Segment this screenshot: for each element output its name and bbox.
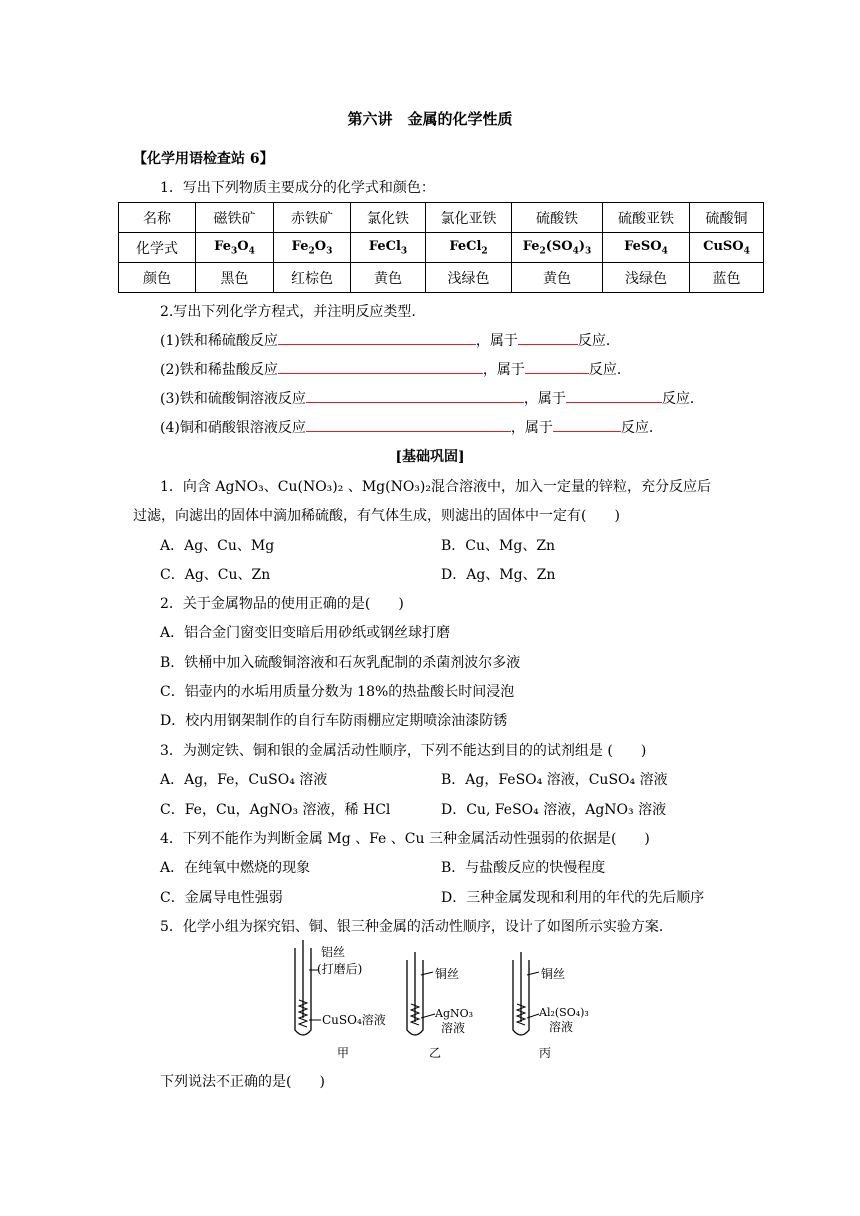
table-cell: 硫酸亚铁 (603, 203, 690, 233)
tube-1-name: 甲 (337, 1046, 350, 1060)
table-cell: 浅绿色 (426, 263, 512, 293)
option-b: B．Cu、Mg、Zn (441, 538, 556, 554)
table-cell: 赤铁矿 (274, 203, 351, 233)
equation-label: (3)铁和硫酸铜溶液反应 (160, 391, 306, 407)
option-a: A．Ag，Fe，CuSO₄ 溶液 (160, 772, 328, 788)
table-cell: 黄色 (351, 263, 426, 293)
page-title: 第六讲 金属的化学性质 (347, 110, 513, 128)
reaction-text: 反应． (661, 391, 704, 407)
section-heading-basic: [基础巩固] (395, 449, 465, 465)
table-cell: 氯化铁 (351, 203, 426, 233)
table-cell: 磁铁矿 (196, 203, 274, 233)
formula-cell: FeCl$_3$ (351, 233, 426, 263)
formula-cell: CuSO$_4$ (690, 233, 764, 263)
belong-text: ，属于 (510, 420, 553, 436)
option-d: D．校内用钢架制作的自行车防雨棚应定期喷涂油漆防锈 (160, 713, 508, 729)
table-cell: 黑色 (196, 263, 274, 293)
option-c: C．金属导电性强弱 (160, 890, 283, 906)
equation-line (160, 359, 631, 379)
table-cell: 颜色 (119, 263, 196, 293)
tube-2-solution-2: 溶液 (441, 1021, 466, 1035)
table-cell: 红棕色 (274, 263, 351, 293)
answer-blank[interactable] (278, 359, 483, 374)
tube-1-wire-note: (打磨后) (317, 962, 363, 976)
question-5-stem: 下列说法不正确的是( ) (160, 1074, 325, 1090)
option-a: A．Ag、Cu、Mg (160, 538, 275, 554)
answer-blank[interactable] (566, 388, 662, 403)
table-row (119, 203, 764, 233)
table-cell: 化学式 (119, 233, 196, 263)
formula-cell: $Fe_3O_4$ (196, 233, 274, 263)
equation-label: (1)铁和稀硫酸反应 (160, 333, 278, 349)
question-1-cont: 过滤，向滤出的固体中滴加稀硫酸，有气体生成，则滤出的固体中一定有( ) (133, 508, 620, 524)
question-text: 2.写出下列化学方程式，并注明反应类型． (160, 304, 426, 320)
table-cell: 硫酸铁 (512, 203, 603, 233)
reaction-text: 反应． (620, 420, 663, 436)
equation-line (160, 417, 663, 437)
answer-blank[interactable] (525, 359, 589, 374)
table-row (119, 263, 764, 293)
tube-2-wire-label: 铜丝 (435, 967, 460, 981)
question-3: 3．为测定铁、铜和银的金属活动性顺序，下列不能达到目的的试剂组是 ( ) (160, 743, 647, 759)
tube-3-solution-2: 溶液 (549, 1020, 574, 1034)
question-4: 4．下列不能作为判断金属 Mg 、Fe 、Cu 三种金属活动性强弱的依据是( ) (160, 831, 650, 847)
question-1: 1．向含 AgNO₃、Cu(NO₃)₂ 、Mg(NO₃)₂混合溶液中，加入一定量的锌粒，充分反应后 (160, 479, 711, 495)
table-cell: 浅绿色 (603, 263, 690, 293)
option-a: A．在纯氧中燃烧的现象 (160, 860, 311, 876)
option-d: D．Cu, FeSO₄ 溶液，AgNO₃ 溶液 (441, 802, 667, 818)
tube-1-solution: CuSO₄溶液 (322, 1013, 386, 1027)
answer-blank[interactable] (518, 330, 578, 345)
table-cell: 硫酸铜 (690, 203, 764, 233)
equation-label: (4)铜和硝酸银溶液反应 (160, 420, 306, 436)
test-tube-3 (513, 952, 539, 1035)
option-b: B．Ag，FeSO₄ 溶液，CuSO₄ 溶液 (441, 772, 668, 788)
tube-3-name: 丙 (539, 1046, 552, 1060)
option-a: A．铝合金门窗变旧变暗后用砂纸或钢丝球打磨 (160, 625, 451, 641)
formula-cell: $Fe_2(SO_4)_3$ (512, 233, 603, 263)
option-b: B．与盐酸反应的快慢程度 (441, 860, 606, 876)
equation-label: (2)铁和稀盐酸反应 (160, 362, 278, 378)
table-cell: 蓝色 (690, 263, 764, 293)
section-heading-check: 【化学用语检查站 6】 (133, 151, 274, 167)
table-cell: 黄色 (512, 263, 603, 293)
question-text: 1．写出下列物质主要成分的化学式和颜色： (160, 180, 435, 196)
answer-blank[interactable] (553, 417, 621, 432)
option-d: D．三种金属发现和利用的年代的先后顺序 (441, 890, 705, 906)
tube-3-wire-label: 铜丝 (541, 967, 566, 981)
tube-2-solution: AgNO₃ (435, 1007, 474, 1020)
reaction-text: 反应． (588, 362, 631, 378)
table-cell: 名称 (119, 203, 196, 233)
table-row (119, 233, 764, 263)
table-cell: 氯化亚铁 (426, 203, 512, 233)
answer-blank[interactable] (306, 417, 511, 432)
formula-table (118, 202, 764, 293)
question-5: 5．化学小组为探究铝、铜、银三种金属的活动性顺序，设计了如图所示实验方案． (160, 919, 673, 935)
answer-blank[interactable] (278, 330, 476, 345)
test-tube-2 (407, 952, 435, 1035)
question-2: 2．关于金属物品的使用正确的是( ) (160, 596, 404, 612)
option-c: C．Ag、Cu、Zn (160, 567, 271, 583)
option-c: C．Fe，Cu，AgNO₃ 溶液，稀 HCl (160, 802, 391, 818)
tube-2-name: 乙 (429, 1046, 442, 1060)
tube-3-solution: Al₂(SO₄)₃ (539, 1006, 589, 1019)
option-c: C．铝壶内的水垢用质量分数为 18%的热盐酸长时间浸泡 (160, 684, 515, 700)
option-d: D．Ag、Mg、Zn (441, 567, 556, 583)
belong-text: ，属于 (482, 362, 525, 378)
reaction-text: 反应． (577, 333, 620, 349)
equation-line (160, 388, 704, 408)
test-tube-figure (285, 940, 615, 1065)
answer-blank[interactable] (306, 388, 524, 403)
belong-text: ，属于 (523, 391, 566, 407)
tube-1-wire-label: 铝丝 (321, 945, 346, 959)
option-b: B．铁桶中加入硫酸铜溶液和石灰乳配制的杀菌剂波尔多液 (160, 655, 521, 671)
formula-cell: FeSO$_4$ (603, 233, 690, 263)
belong-text: ，属于 (475, 333, 518, 349)
formula-cell: $Fe_2O_3$ (274, 233, 351, 263)
test-tube-1 (295, 940, 321, 1035)
formula-cell: FeCl$_2$ (426, 233, 512, 263)
equation-line (160, 330, 620, 350)
